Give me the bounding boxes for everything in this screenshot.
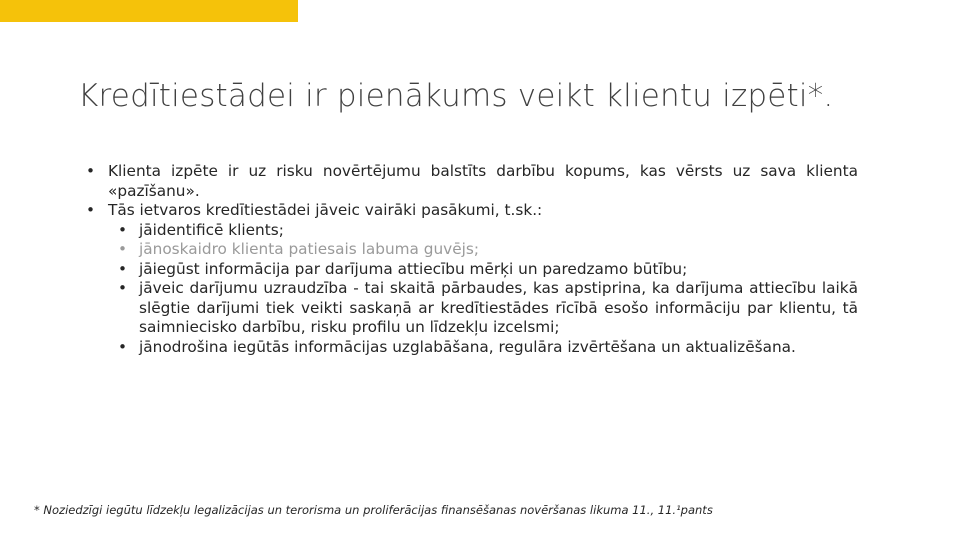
sub-bullet-item-faded: • jānoskaidro klienta patiesais labuma guvējs; <box>86 240 858 260</box>
slide-body <box>86 162 858 357</box>
sub-bullet-item: • jāveic darījumu uzraudzība - tai skaitā pārbaudes, kas apstiprina, ka darījuma attiecību laikā slēgtie darījumi tiek veikti saskaņā ar kredītiestādes rīcībā esošo informāciju par klientu, tā saimniecisko darbību, risku profilu un līdzekļu izcelsmi; <box>86 279 858 338</box>
sub-bullet-item: • jānodrošina iegūtās informācijas uzglabāšana, regulāra izvērtēšana un aktualizēšana. <box>86 338 858 358</box>
bullet-item: • Tās ietvaros kredītiestādei jāveic vairāki pasākumi, t.sk.: <box>86 201 858 221</box>
bullet-list <box>86 162 858 357</box>
accent-bar <box>0 0 298 22</box>
slide-title: Kredītiestādei ir pienākums veikt klientu izpēti*. <box>78 78 834 114</box>
sub-bullet-item: • jāiegūst informācija par darījuma attiecību mērķi un paredzamo būtību; <box>86 260 858 280</box>
bullet-item: • Klienta izpēte ir uz risku novērtējumu balstīts darbību kopums, kas vērsts uz sava klienta «pazīšanu». <box>86 162 858 201</box>
sub-bullet-item: • jāidentificē klients; <box>86 221 858 241</box>
footnote: * Noziedzīgi iegūtu līdzekļu legalizācijas un terorisma un proliferācijas finansēšanas novēršanas likuma 11., 11.¹pants <box>34 503 713 517</box>
